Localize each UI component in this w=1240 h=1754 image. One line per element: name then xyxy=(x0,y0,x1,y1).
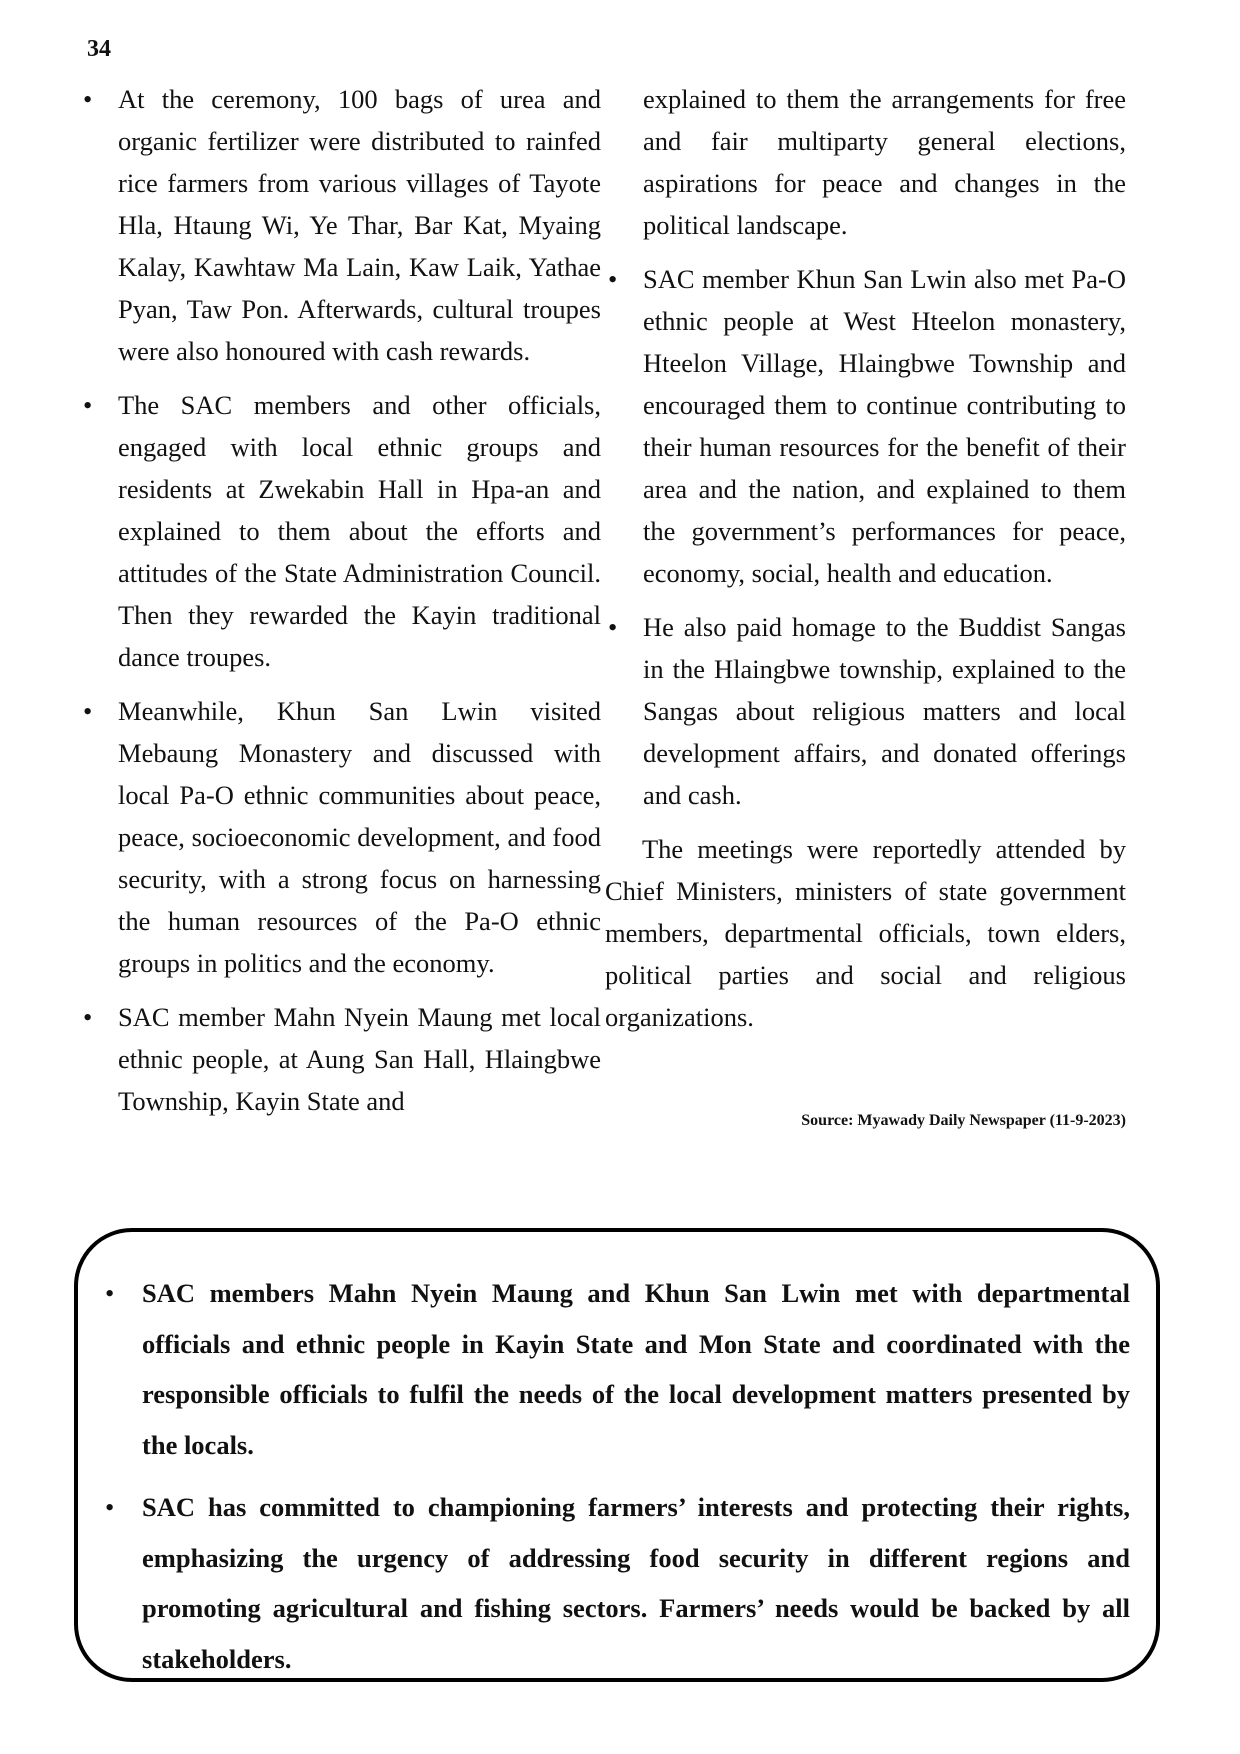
left-bullet-list xyxy=(118,78,601,1122)
source-citation: Source: Myawady Daily Newspaper (11-9-2023) xyxy=(801,1112,1126,1129)
summary-item: • SAC has committed to championing farmers’ interests and protecting their rights, emphasizing the urgency of addressing food security in different regions and promoting agricultural and fishing sectors. Farmers’ needs would be backed by all stakeholders. xyxy=(142,1482,1130,1684)
summary-box xyxy=(74,1228,1160,1682)
continued-paragraph: explained to them the arrangements for free and fair multiparty general elections, aspirations for peace and changes in the political landscape. xyxy=(643,84,1126,240)
summary-list xyxy=(142,1268,1130,1696)
list-item: • At the ceremony, 100 bags of urea and organic fertilizer were distributed to rainfed rice farmers from various villages of Tayote Hla, Htaung Wi, Ye Thar, Bar Kat, Myaing Kalay, Kawhtaw Ma Lain, Kaw Laik, Yathae Pyan, Taw Pon. Afterwards, cultural troupes were also honoured with cash rewards. xyxy=(118,78,601,372)
right-column xyxy=(605,78,1126,1130)
left-column xyxy=(118,78,601,1134)
page-number: 34 xyxy=(87,36,111,62)
list-item: • SAC member Khun San Lwin also met Pa-O ethnic people at West Hteelon monastery, Hteelon Village, Hlaingbwe Township and encouraged them to continue contributing to their human resources for the benefit of their area and the nation, and explained to them the government’s performances for peace, economy, social, health and education. xyxy=(643,258,1126,594)
list-item: • He also paid homage to the Buddist Sangas in the Hlaingbwe township, explained to the Sangas about religious matters and local development affairs, and donated offerings and cash. xyxy=(643,606,1126,816)
list-item: • Meanwhile, Khun San Lwin visited Mebaung Monastery and discussed with local Pa-O ethnic communities about peace, peace, socioeconomic development, and food security, with a strong focus on harnessing the human resources of the Pa-O ethnic groups in politics and the economy. xyxy=(118,690,601,984)
right-bullet-list xyxy=(643,258,1126,816)
list-item: • The SAC members and other officials, engaged with local ethnic groups and residents at Zwekabin Hall in Hpa-an and explained to them about the efforts and attitudes of the State Administration Council. Then they rewarded the Kayin traditional dance troupes. xyxy=(118,384,601,678)
summary-item: • SAC members Mahn Nyein Maung and Khun San Lwin met with departmental officials and ethnic people in Kayin State and Mon State and coordinated with the responsible officials to fulfil the needs of the local development matters presented by the locals. xyxy=(142,1268,1130,1470)
closing-paragraph: The meetings were reportedly attended by Chief Ministers, ministers of state government members, departmental officials, town elders, political parties and social and religious organizations. xyxy=(605,834,1126,1032)
list-item: • SAC member Mahn Nyein Maung met local ethnic people, at Aung San Hall, Hlaingbwe Township, Kayin State and xyxy=(118,996,601,1122)
